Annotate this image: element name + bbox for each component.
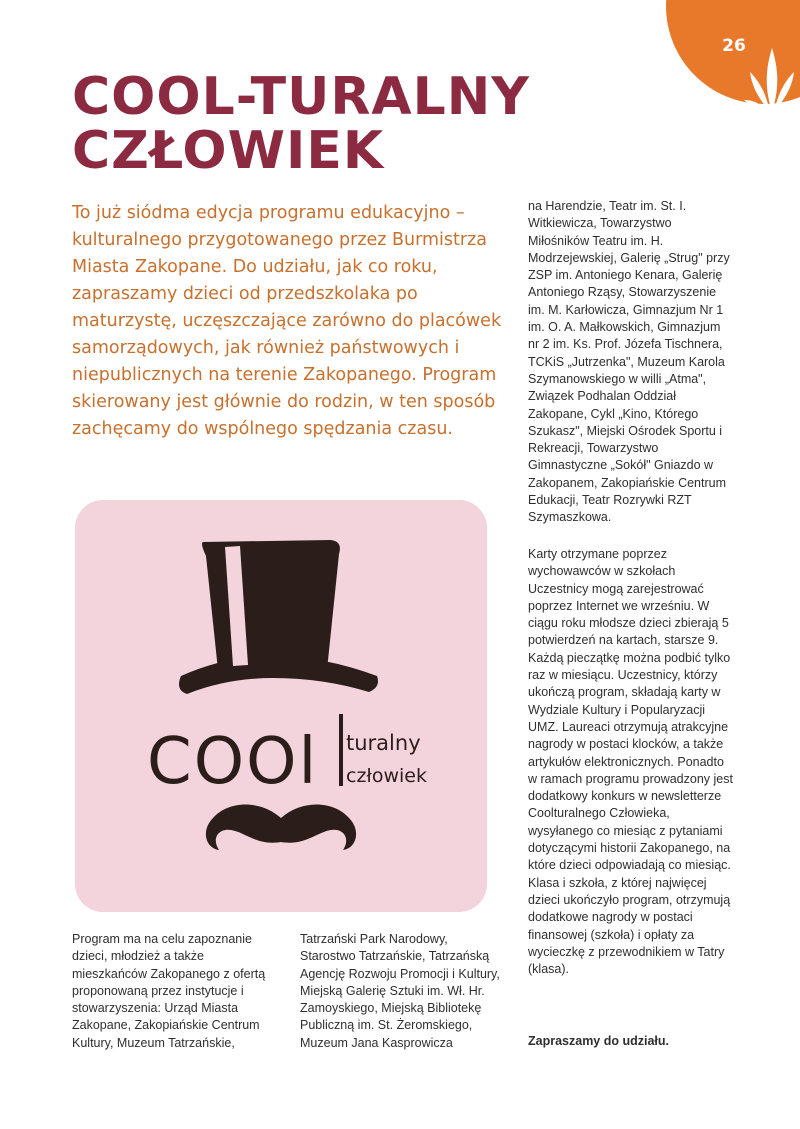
column-1-paragraph: Program ma na celu zapoznanie dzieci, młodzież a także mieszkańców Zakopanego z ofertą proponowaną przez instytucje i stowarzyszenia: Urząd Miasta Zakopane, Zakopiańskie Centrum Kultury, Muzeum Tatrzańskie, xyxy=(72,932,266,1050)
cool-turalny-logo xyxy=(75,500,487,912)
logo-divider-bar xyxy=(339,714,343,786)
mustache-icon xyxy=(206,805,356,851)
column-3-paragraph-1: na Harendzie, Teatr im. St. I. Witkiewicza, Towarzystwo Miłośników Teatru im. H. Modrzejewskiej, Galerię „Strug" przy ZSP im. Antoniego Kenara, Galerię Antoniego Rząsy, Stowarzyszenie im. M. Karłowicza, Gimnazjum Nr 1 im. O. A. Małkowskich, Gimnazjum nr 2 im. Ks. Prof. Józefa Tischnera, TCKiS „Jutrzenka", Muzeum Karola Szymanowskiego w willi „Atma", Związek Podhalan Oddział Zakopane, Cykl „Kino, Którego Szukasz", Miejski Ośrodek Sportu i Rekreacji, Towarzystwo Gimnastyczne „Sokół" Gniazdo w Zakopanem, Zakopiańskie Centrum Edukacji, Teatr Rozrywki RZT Szymaszkowa. xyxy=(528,199,730,525)
page-title xyxy=(72,67,530,181)
logo-word-turalny: turalny xyxy=(346,731,421,755)
closing-invitation: Zapraszamy do udziału. xyxy=(528,1034,670,1048)
intro-paragraph: To już siódma edycja programu edukacyjno – kulturalnego przygotowanego przez Burmistrza Miasta Zakopane. Do udziału, jak co roku, zapraszamy dzieci od przedszkolaka po maturzystę, uczęszczające zarówno do placówek samorządowych, jak również państwowych i niepublicznych na terenie Zakopanego. Program skierowany jest głównie do rodzin, w ten sposób zachęcamy do wspólnego spędzania czasu. xyxy=(72,203,502,439)
column-3-paragraph-2: Karty otrzymane poprzez wychowawców w szkołach Uczestnicy mogą zarejestrować poprzez Internet we wrześniu. W ciągu roku młodsze dzieci zbierają 5 potwierdzeń na kartach, starsze 9. Każdą pieczątkę można podbić tylko raz w miesiącu. Uczestnicy, którzy ukończą program, składają karty w Wydziale Kultury i Popularyzacji UMZ. Laureaci otrzymują atrakcyjne nagrody w postaci klocków, a także artykułów elektronicznych. Ponadto w ramach programu prowadzony jest dodatkowy konkurs w newsletterze Coolturalnego Człowieka, wysyłanego co miesiąc z pytaniami dotyczącymi historii Zakopanego, na które dzieci odpowiadają co miesiąc. Klasa i szkoła, z której najwięcej dzieci ukończyło program, otrzymują dodatkowe nagrody w postaci finansowej (szkoła) i opłaty za wycieczkę z przewodnikiem w Tatry (klasa). xyxy=(528,547,733,977)
top-hat-icon xyxy=(179,540,378,694)
page-number: 26 xyxy=(722,36,746,56)
logo-word-czlowiek: człowiek xyxy=(346,765,427,787)
column-2-paragraph: Tatrzański Park Narodowy, Starostwo Tatrzańskie, Tatrzańską Agencję Rozwoju Promocji i Kultury, Miejską Galerię Sztuki im. Wł. Hr. Zamoyskiego, Miejską Bibliotekę Publiczną im. St. Żeromskiego, Muzeum Jana Kasprowicza xyxy=(300,932,500,1050)
title-line-2: CZŁOWIEK xyxy=(72,121,385,181)
logo-word-cool: COOl xyxy=(147,725,319,799)
leaf-ornament-icon xyxy=(744,42,800,116)
title-line-1: COOL-TURALNY xyxy=(72,67,530,127)
